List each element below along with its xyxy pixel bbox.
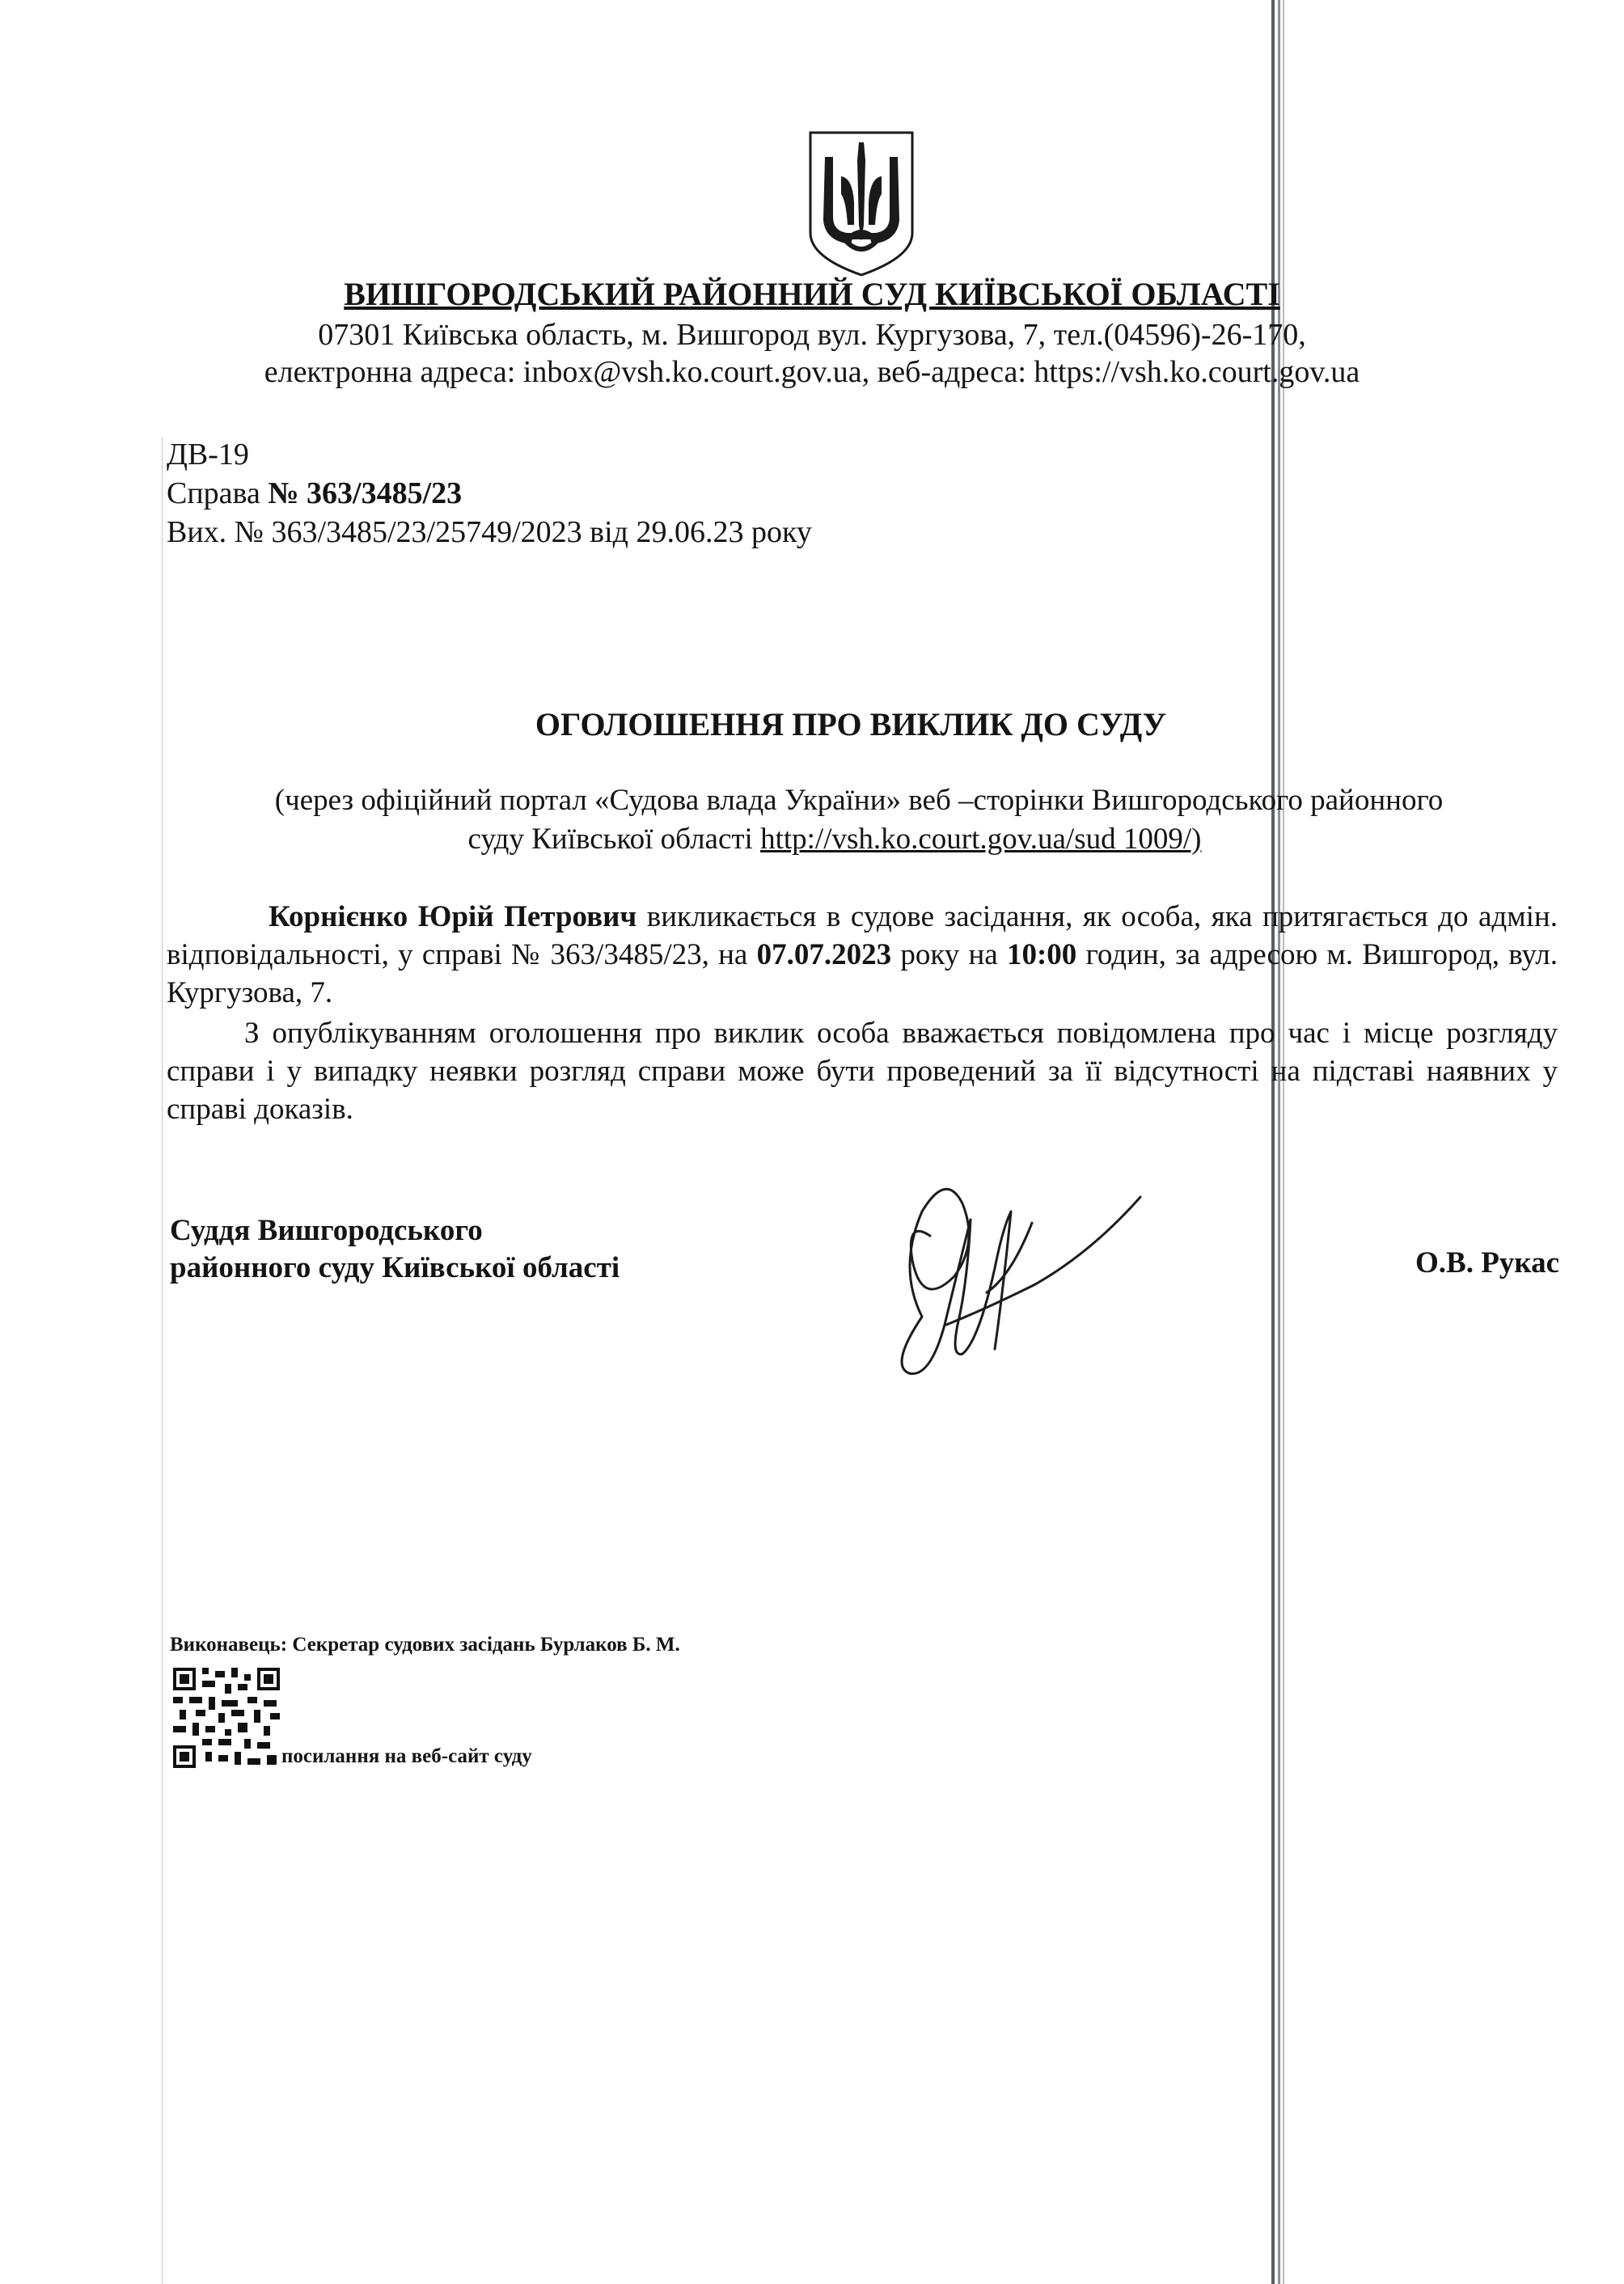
case-number-line: Справа № 363/3485/23 bbox=[167, 476, 463, 510]
publication-note-line-1: (через офіційний портал «Судова влада України» веб –сторінки Вишгородського районного bbox=[274, 784, 1444, 817]
notice-paragraph: З опублікуванням оголошення про виклик особа вважається повідомлена про час і місце розгляду справи і у випадку неявки розгляд справи може бути проведений за її відсутності на підставі наявних у справі доказів. bbox=[167, 1017, 1558, 1126]
court-site-link[interactable]: http://vsh.ko.court.gov.ua/sud 1009/) bbox=[760, 823, 1202, 856]
qr-caption: посилання на веб-сайт суду bbox=[281, 1745, 532, 1767]
qr-code-icon[interactable] bbox=[173, 1668, 280, 1768]
trident-emblem-icon bbox=[806, 128, 917, 278]
court-address: 07301 Київська область, м. Вишгород вул. Кургузова, 7, тел.(04596)-26-170, bbox=[318, 318, 1306, 352]
document-title: ОГОЛОШЕННЯ ПРО ВИКЛИК ДО СУДУ bbox=[535, 706, 1167, 742]
court-contacts: електронна адреса: inbox@vsh.ko.court.gov.ua, веб-адреса: https://vsh.ko.court.gov.ua bbox=[264, 355, 1360, 389]
document-code: ДВ-19 bbox=[167, 438, 249, 472]
publication-note-line-2: суду Київської області http://vsh.ko.court.gov.ua/sud 1009/) bbox=[467, 823, 1202, 856]
summons-paragraph: Корнієнко Юрій Петрович викликається в судове засідання, як особа, яка притягається до адмін. відповідальності, у справі № 363/3485/23, на 07.07.2023 року на 10:00 годин, за адресою м. Вишгород, вул. Кургузова, 7. bbox=[167, 900, 1558, 1009]
court-name-text: ВИШГОРОДСЬКИЙ РАЙОННИЙ СУД КИЇВСЬКОЇ ОБЛАСТІ bbox=[344, 276, 1280, 312]
judge-name: О.В. Рукас bbox=[1415, 1246, 1559, 1279]
judge-title-line-2: районного суду Київської області bbox=[170, 1251, 620, 1284]
handwritten-signature bbox=[873, 1171, 1148, 1389]
judge-title-line-1: Суддя Вишгородського bbox=[170, 1214, 483, 1247]
court-name-heading bbox=[0, 275, 1624, 313]
executor-line: Виконавець: Секретар судових засідань Бурлаков Б. М. bbox=[170, 1634, 680, 1656]
outgoing-number-line: Вих. № 363/3485/23/25749/2023 від 29.06.23 року bbox=[167, 515, 812, 549]
